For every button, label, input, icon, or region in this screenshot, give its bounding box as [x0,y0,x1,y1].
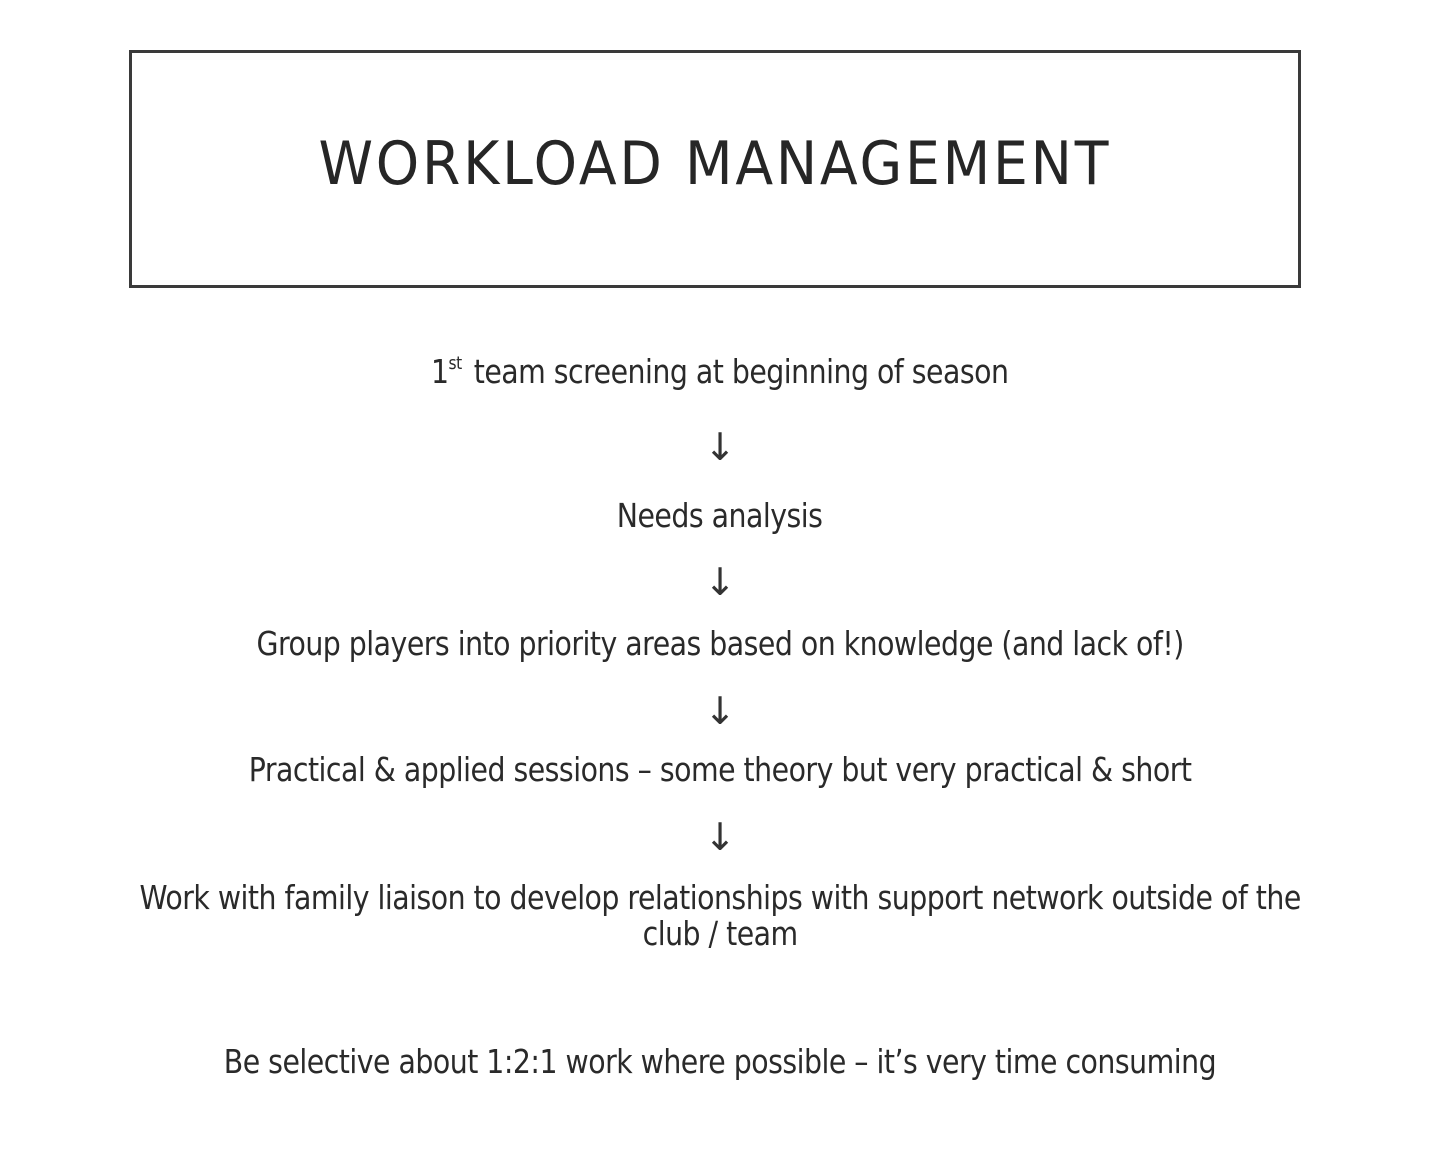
flow-step-text: team screening at beginning of season [473,352,1009,391]
flow-step-family-liaison [0,880,1440,952]
flow-step-text: Needs analysis [617,496,823,535]
flow-step-practical-sessions [0,750,1440,789]
footer-note [0,1042,1440,1081]
flow-step-text: Practical & applied sessions – some theory but very practical & short [248,750,1192,789]
slide-title: WORKLOAD MANAGEMENT [318,129,1112,199]
flow-step-screening [0,352,1440,391]
down-arrow-icon: ↓ [704,689,736,733]
ordinal-number: 1 [431,352,449,391]
down-arrow-icon: ↓ [704,815,736,859]
footer-note-text: Be selective about 1:2:1 work where possible – it’s very time consuming [223,1042,1217,1081]
flow-step-group-players [0,624,1440,663]
flow-step-needs-analysis [0,496,1440,535]
flow-step-text-line2: club / team [642,914,798,953]
flow-step-text-line1: Work with family liaison to develop relationships with support network outside of the [139,878,1301,917]
down-arrow-icon: ↓ [704,425,736,469]
title-box [129,50,1301,288]
flow-step-text: Group players into priority areas based on knowledge (and lack of!) [256,624,1184,663]
ordinal-suffix: st [448,353,462,374]
down-arrow-icon: ↓ [704,560,736,604]
